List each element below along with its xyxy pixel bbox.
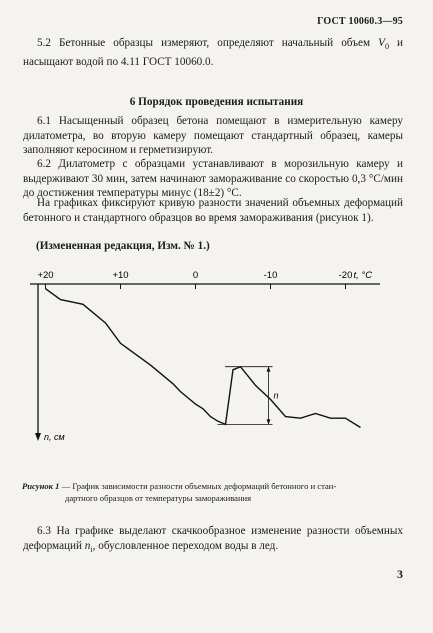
p52-text-a: 5.2 Бетонные образцы измеряют, определяют начальный объем	[37, 37, 379, 49]
paragraph-graphs: На графиках фиксируют кривую разности значений объемных деформаций бетонного и стандартного образцов во время замораживания (рисунок 1).	[23, 197, 403, 224]
amendment-note: (Измененная редакция, Изм. № 1.)	[36, 240, 210, 252]
x-tick-label: 0	[192, 270, 199, 281]
figure-caption	[22, 480, 412, 504]
ni-symbol: n	[84, 539, 91, 552]
paragraph-6-1: 6.1 Насыщенный образец бетона помещают в измерительную камеру дилатометра, во вторую камеру помещают стандартный образец, камеры заполняют керосином и герметизируют.	[23, 115, 403, 156]
x-axis-ticks	[37, 270, 352, 289]
x-tick-label: -20	[338, 270, 353, 281]
paragraph-5-2	[23, 36, 403, 69]
p63-text-a: 6.3 На графике выделают скачкообразное изменение разности объемных деформаций	[23, 525, 403, 552]
y-axis-label: n, см	[44, 432, 65, 442]
jump-arrow-down	[267, 419, 271, 424]
x-tick-label: +10	[112, 270, 129, 281]
section-heading: 6 Порядок проведения испытания	[129, 96, 304, 108]
p52-text-b: и насыщают водой по 4.11 ГОСТ 10060.0.	[23, 37, 403, 68]
figure-1-chart	[0, 262, 433, 477]
x-axis-unit-label: t, °C	[353, 270, 373, 281]
caption-text: — График зависимости разности объемных деформаций бетонного и стан-	[59, 481, 337, 491]
page-number: 3	[397, 567, 403, 581]
caption-text-2: дартного образцов от температуры замораживания	[65, 493, 252, 503]
x-tick-label: +20	[37, 270, 54, 281]
v0-subscript: 0	[384, 42, 389, 52]
deformation-curve	[46, 289, 361, 428]
v0-symbol: V	[378, 37, 385, 49]
p63-text-b: , обусловленное переходом воды в лед.	[92, 539, 279, 552]
x-tick-label: -10	[263, 270, 278, 281]
paragraph-6-3	[23, 524, 403, 557]
jump-marker	[218, 367, 273, 425]
y-axis-arrow	[35, 433, 41, 441]
caption-label: Рисунок 1	[22, 481, 60, 491]
jump-label: n	[273, 390, 279, 401]
document-code: ГОСТ 10060.3—95	[317, 16, 403, 27]
paragraph-6-2: 6.2 Дилатометр с образцами устанавливают в морозильную камеру и выдерживают 30 мин, затем начинают замораживание со скоростью 0,3 °С/мин до достижения температуры минус (18±2) °С.	[23, 158, 403, 199]
jump-arrow-up	[267, 367, 271, 372]
ni-subscript: i	[90, 544, 93, 554]
